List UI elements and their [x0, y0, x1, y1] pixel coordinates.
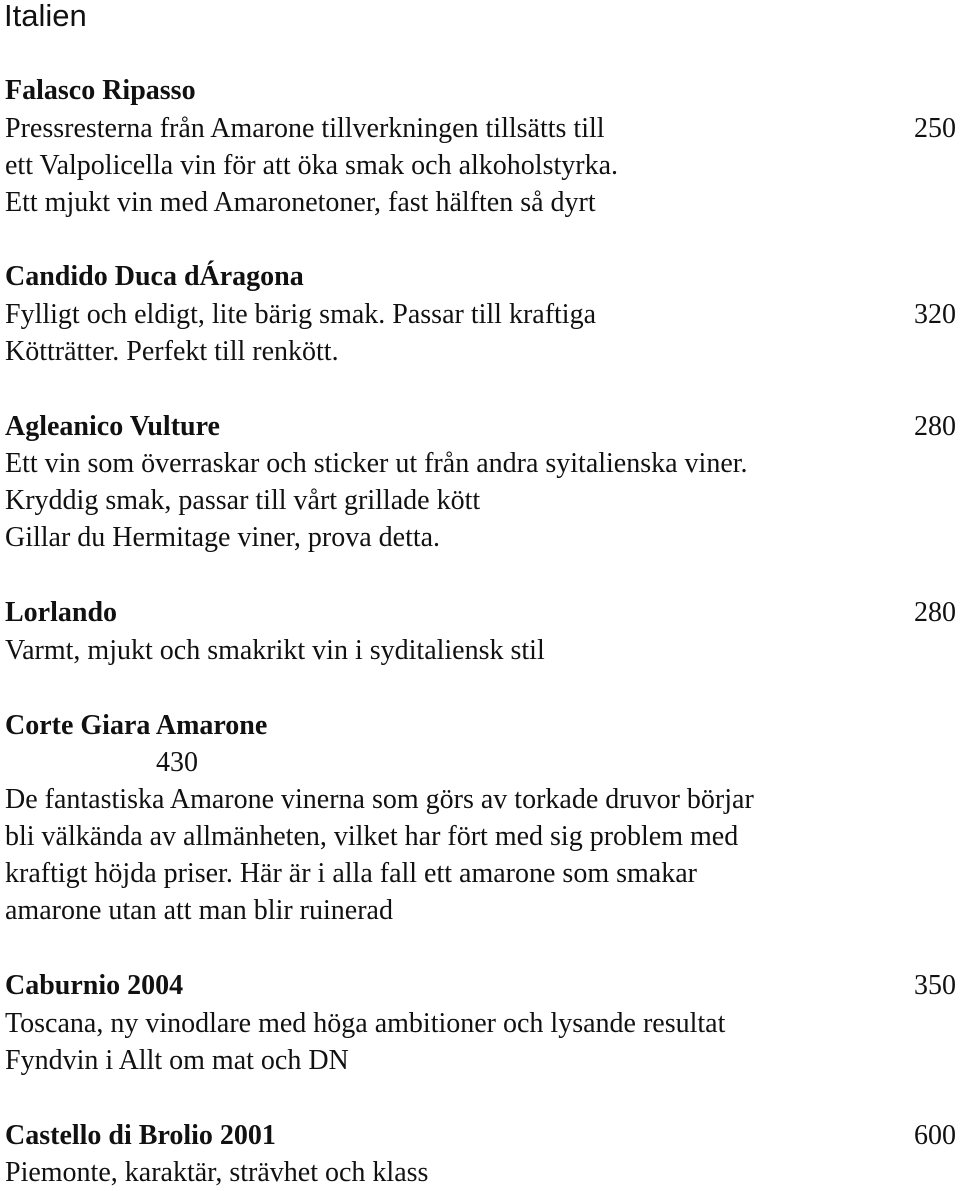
wine-description-line: Piemonte, karaktär, strävhet och klass: [5, 1157, 429, 1188]
wine-price: 350: [914, 970, 956, 1001]
wine-description-line: Varmt, mjukt och smakrikt vin i syditaliensk stil: [5, 635, 545, 666]
wine-description-line: Toscana, ny vinodlare med höga ambitioner och lysande resultat: [5, 1008, 726, 1039]
wine-description-line: Pressresterna från Amarone tillverkningen tillsätts till: [5, 113, 605, 144]
wine-description-line: Ett mjukt vin med Amaronetoner, fast hälften så dyrt: [5, 187, 596, 218]
wine-description-line: Kötträtter. Perfekt till renkött.: [5, 336, 339, 367]
wine-description-line: Fylligt och eldigt, lite bärig smak. Passar till kraftiga: [5, 299, 597, 330]
wine-description-line: Ett vin som överraskar och sticker ut från andra syitalienska viner.: [5, 448, 748, 479]
wine-name: Candido Duca dÁragona: [5, 261, 304, 292]
page-title: Italien: [4, 0, 87, 33]
wine-name: Castello di Brolio 2001: [5, 1120, 276, 1151]
wine-name: Agleanico Vulture: [5, 411, 220, 442]
wine-price: 430: [156, 747, 198, 778]
wine-price: 600: [914, 1120, 956, 1151]
wine-price: 250: [914, 113, 956, 144]
wine-name: Caburnio 2004: [5, 970, 184, 1001]
wine-description-line: De fantastiska Amarone vinerna som görs av torkade druvor börjar: [5, 784, 754, 815]
wine-description-line: ett Valpolicella vin för att öka smak och alkoholstyrka.: [5, 150, 618, 181]
wine-description-line: bli välkända av allmänheten, vilket har fört med sig problem med: [5, 821, 739, 852]
wine-description-line: Fyndvin i Allt om mat och DN: [5, 1045, 349, 1076]
wine-description-line: Gillar du Hermitage viner, prova detta.: [5, 522, 441, 553]
wine-name: Falasco Ripasso: [5, 75, 196, 106]
wine-name: Corte Giara Amarone: [5, 710, 268, 741]
wine-price: 280: [914, 597, 956, 628]
wine-price: 320: [914, 299, 956, 330]
wine-price: 280: [914, 411, 956, 442]
wine-description-line: kraftigt höjda priser. Här är i alla fall ett amarone som smakar: [5, 858, 697, 889]
wine-description-line: Kryddig smak, passar till vårt grillade kött: [5, 485, 481, 516]
wine-description-line: amarone utan att man blir ruinerad: [5, 895, 393, 926]
wine-name: Lorlando: [5, 597, 118, 628]
